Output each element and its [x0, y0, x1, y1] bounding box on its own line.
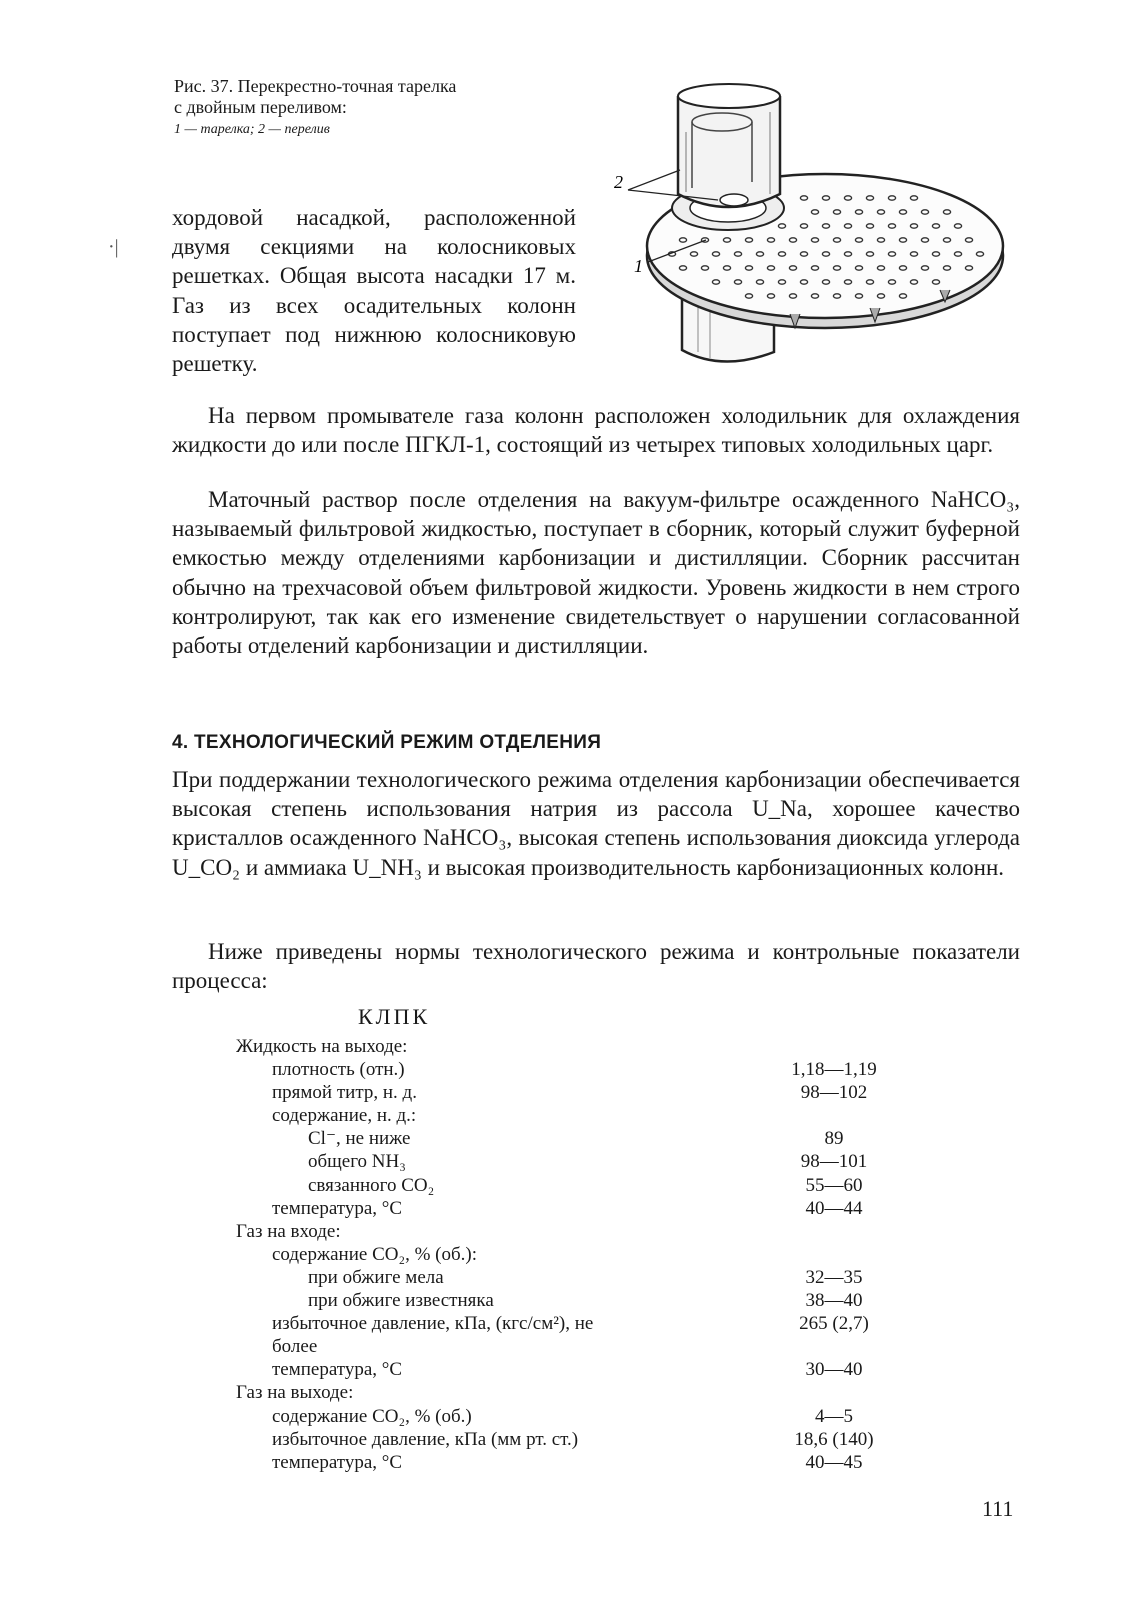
- row-value: 40—44: [805, 1197, 863, 1219]
- row-value: 38—40: [805, 1290, 863, 1312]
- table-row: [236, 1335, 936, 1358]
- callout-2-label: 2: [614, 172, 623, 192]
- tray-drawing: [610, 82, 1020, 382]
- row-label: при обжиге известняка: [308, 1290, 494, 1312]
- table-row: [236, 1428, 936, 1451]
- table-row: [236, 1127, 936, 1150]
- row-value: 265 (2,7): [799, 1313, 869, 1335]
- tray-illustration: [610, 82, 1020, 382]
- paragraph-packing: хордовой насадкой, расположенной двумя секциями на колосниковых решетках. Общая высота насадки 17 м. Газ из всех осадительных колонн поступает под нижнюю колосниковую решетку.: [172, 205, 576, 377]
- row-label: Cl⁻, не ниже: [308, 1128, 411, 1150]
- caption-title: Рис. 37. Перекрестно-точная тарелка: [174, 76, 457, 96]
- row-label: температура, °С: [272, 1359, 403, 1381]
- row-label: общего NH₃: [308, 1151, 406, 1173]
- row-value: 98—102: [800, 1082, 868, 1104]
- row-value: 30—40: [805, 1359, 863, 1381]
- row-label: избыточное давление, кПа (мм рт. ст.): [272, 1428, 579, 1450]
- row-label: Газ на входе:: [236, 1220, 341, 1242]
- row-label: плотность (отн.): [272, 1059, 405, 1081]
- row-value: 18,6 (140): [794, 1428, 874, 1450]
- table-row: [236, 1104, 936, 1127]
- callout-1-label: 1: [634, 256, 643, 276]
- row-value: 40—45: [805, 1451, 863, 1473]
- row-label: при обжиге мела: [308, 1266, 444, 1288]
- table-row: [236, 1405, 936, 1428]
- row-label: содержание CO₂, % (об.): [272, 1405, 472, 1427]
- table-row: [236, 1451, 936, 1474]
- row-label: температура, °С: [272, 1451, 403, 1473]
- row-label: прямой титр, н. д.: [272, 1082, 417, 1104]
- row-value: 4—5: [815, 1405, 853, 1427]
- table-row: [236, 1081, 936, 1104]
- caption-legend: 1 — тарелка; 2 — перелив: [174, 122, 330, 137]
- table-title: КЛПК: [358, 1004, 431, 1029]
- table-row: [236, 1312, 936, 1335]
- row-label: Газ на выходе:: [236, 1382, 354, 1404]
- row-value: 32—35: [805, 1266, 863, 1288]
- paragraph-mother-liquor: Маточный раствор после отделения на вакуум-фильтре осажденного NaHCO₃, называемый фильтровой жидкостью, поступает в сборник, который служит буферной емкостью между отделениями карбонизации и дистилляции. Сборник рассчитан обычно на трехчасовой объем фильтровой жидкости. Уровень жидкости в нем строго контролируют, так как его изменение свидетельствует о нарушении согласованной работы отделений карбонизации и дистилляции.: [172, 487, 1020, 659]
- row-label: содержание, н. д.:: [272, 1105, 417, 1127]
- table-row: [236, 1058, 936, 1081]
- row-label: содержание CO₂, % (об.):: [272, 1243, 478, 1265]
- row-value: 89: [824, 1128, 844, 1150]
- table-row: [236, 1150, 936, 1173]
- cylinder-top: [678, 84, 780, 108]
- row-label: температура, °С: [272, 1197, 403, 1219]
- row-value: 98—101: [800, 1151, 868, 1173]
- paragraph-regime: При поддержании технологического режима отделения карбонизации обеспечивается высокая степень использования натрия из рассола U_Na, хорошее качество кристаллов осажденного NaHCO₃, высокая степень использования диоксида углерода U_CO₂ и аммиака U_NH₃ и высокая производительность карбонизационных колонн.: [172, 767, 1020, 880]
- section-heading: 4. ТЕХНОЛОГИЧЕСКИЙ РЕЖИМ ОТДЕЛЕНИЯ: [172, 732, 602, 753]
- figure-caption: [174, 76, 594, 140]
- row-value: 1,18—1,19: [791, 1059, 877, 1081]
- table-row: [236, 1266, 936, 1289]
- table-row: [236, 1174, 936, 1197]
- table-row: [236, 1289, 936, 1312]
- paragraph-cooler: На первом промывателе газа колонн расположен холодильник для охлаждения жидкости до или после ПГКЛ-1, состоящий из четырех типовых холодильных царг.: [172, 403, 1020, 458]
- table-row: [236, 1358, 936, 1381]
- row-label: избыточное давление, кПа, (кгс/см²), не: [272, 1313, 594, 1335]
- overflow-outlet: [720, 194, 748, 206]
- row-label: более: [272, 1336, 318, 1358]
- row-value: 55—60: [805, 1174, 863, 1196]
- row-label: Жидкость на выходе:: [236, 1036, 408, 1057]
- callout-2-leader: [628, 170, 680, 190]
- margin-mark: ·|: [108, 236, 119, 258]
- row-label: связанного CO₂: [308, 1174, 435, 1196]
- caption-subtitle: с двойным переливом:: [174, 97, 347, 117]
- page-number: 111: [982, 1496, 1014, 1521]
- table-row: [236, 1035, 936, 1058]
- table-row: [236, 1243, 936, 1266]
- table-row: [236, 1381, 936, 1404]
- table-row: [236, 1197, 936, 1220]
- norms-table: [236, 1035, 936, 1474]
- table-row: [236, 1220, 936, 1243]
- paragraph-norms: Ниже приведены нормы технологического режима и контрольные показатели процесса:: [172, 939, 1020, 994]
